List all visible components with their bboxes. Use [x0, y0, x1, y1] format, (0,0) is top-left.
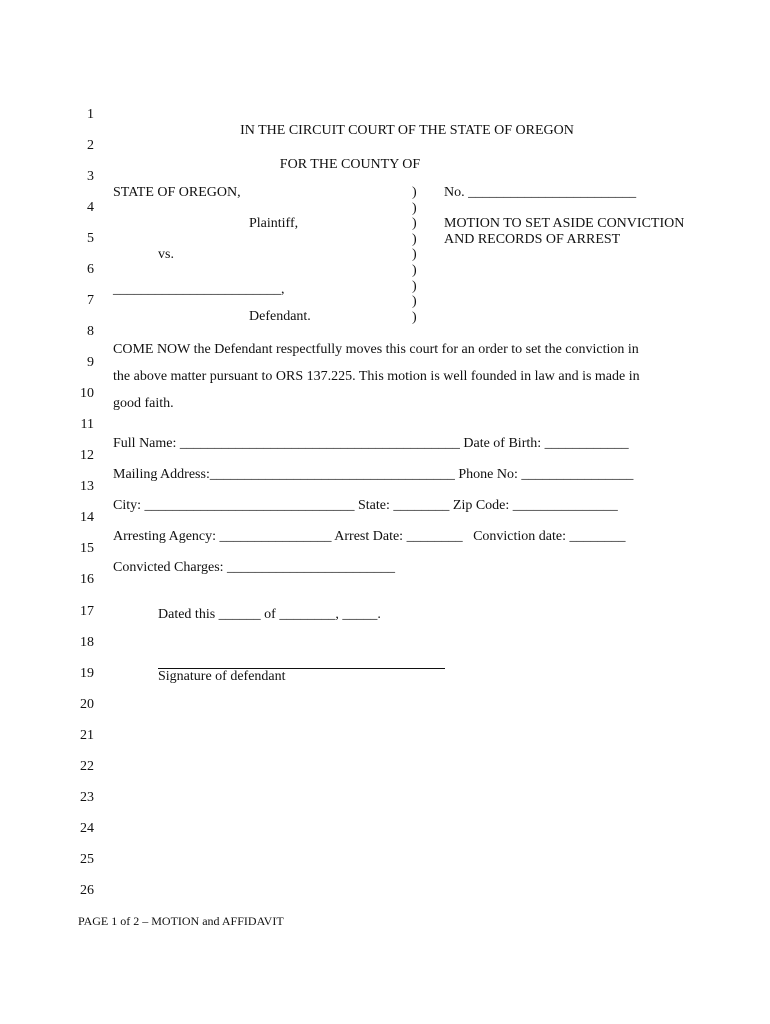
line-number: 19: [80, 666, 94, 681]
line-number: 23: [80, 790, 94, 805]
line-number: 11: [80, 417, 94, 432]
motion-title-line1: MOTION TO SET ASIDE CONVICTION: [444, 216, 685, 231]
plaintiff-label: Plaintiff,: [249, 216, 299, 231]
county-line: FOR THE COUNTY OF: [279, 157, 421, 172]
line-number: 21: [80, 728, 94, 743]
line-number: 1: [87, 107, 94, 122]
motion-title-line2: AND RECORDS OF ARREST: [444, 232, 621, 247]
line-number: 18: [80, 635, 94, 650]
line-number: 25: [80, 852, 94, 867]
line-number: 4: [87, 200, 94, 215]
plaintiff-name: STATE OF OREGON,: [113, 185, 241, 200]
line-number: 8: [87, 324, 94, 339]
body-text-line: good faith.: [113, 396, 174, 411]
convicted-charges-field: Convicted Charges: ________________________: [113, 560, 396, 575]
line-number: 10: [80, 386, 94, 401]
line-number: 15: [80, 541, 94, 556]
line-number: 7: [87, 293, 94, 308]
caption-paren: ): [412, 263, 417, 278]
versus-text: vs.: [158, 247, 174, 262]
line-number: 13: [80, 479, 94, 494]
arrest-info-field: Arresting Agency: ________________ Arrest Date: ________ Conviction date: ________: [113, 529, 626, 544]
mailing-phone-field: Mailing Address:___________________________________ Phone No: ________________: [113, 467, 634, 482]
line-number: 16: [80, 572, 94, 587]
caption-paren: ): [412, 294, 417, 309]
caption-paren: ): [412, 185, 417, 200]
caption-paren: ): [412, 247, 417, 262]
line-number: 6: [87, 262, 94, 277]
line-number: 9: [87, 355, 94, 370]
caption-paren: ): [412, 232, 417, 247]
caption-paren: ): [412, 216, 417, 231]
line-number: 17: [80, 604, 94, 619]
dated-line: Dated this ______ of ________, _____.: [158, 607, 381, 622]
defendant-name-blank: ________________________,: [113, 282, 285, 297]
line-number: 2: [87, 138, 94, 153]
defendant-label: Defendant.: [249, 309, 311, 324]
signature-label: Signature of defendant: [158, 669, 286, 684]
line-number: 3: [87, 169, 94, 184]
line-number: 26: [80, 883, 94, 898]
full-name-dob-field: Full Name: ________________________________________ Date of Birth: ____________: [113, 436, 629, 451]
line-number: 20: [80, 697, 94, 712]
line-number: 12: [80, 448, 94, 463]
line-number: 5: [87, 231, 94, 246]
caption-paren: ): [412, 310, 417, 325]
court-title: IN THE CIRCUIT COURT OF THE STATE OF OREGON: [240, 123, 574, 138]
caption-paren: ): [412, 201, 417, 216]
page-footer: PAGE 1 of 2 – MOTION and AFFIDAVIT: [78, 914, 284, 928]
body-text-line: the above matter pursuant to ORS 137.225. This motion is well founded in law and is made in: [113, 369, 640, 384]
caption-paren: ): [412, 279, 417, 294]
city-state-zip-field: City: ______________________________ State: ________ Zip Code: _______________: [113, 498, 618, 513]
body-text-line: COME NOW the Defendant respectfully moves this court for an order to set the conviction in: [113, 342, 639, 357]
line-number: 24: [80, 821, 94, 836]
case-number-field: No. ________________________: [444, 185, 637, 200]
line-number: 22: [80, 759, 94, 774]
line-number: 14: [80, 510, 94, 525]
